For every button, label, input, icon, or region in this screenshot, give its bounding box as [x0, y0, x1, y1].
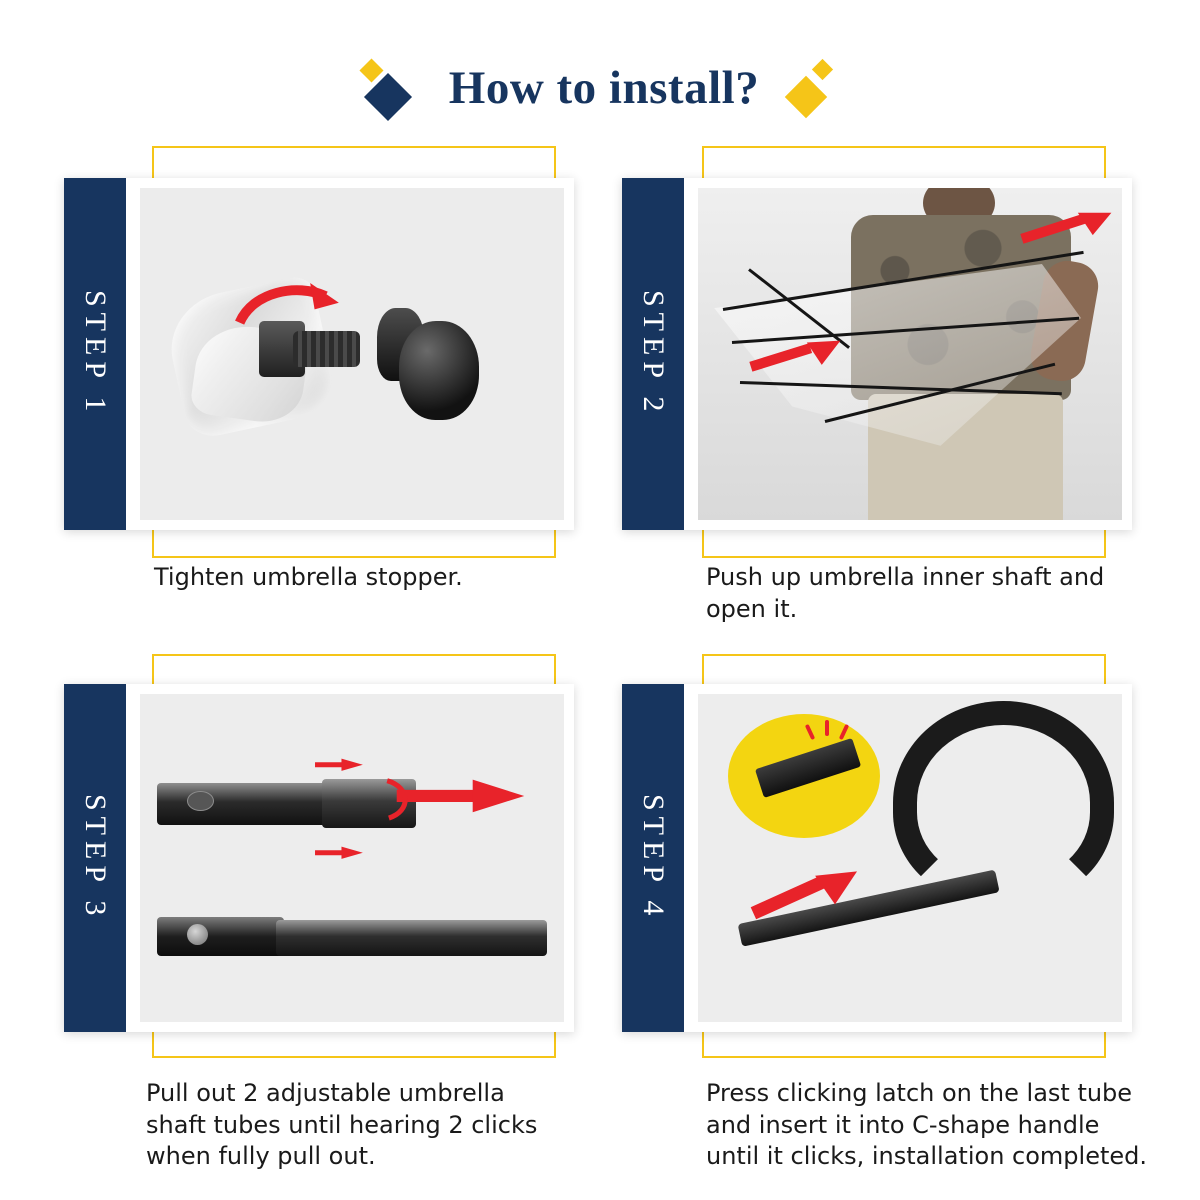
red-arrow-icon [314, 838, 365, 868]
step-label-4 [622, 684, 684, 1032]
diamond-yellow-large-icon [785, 76, 827, 118]
step-label-text: STEP 1 [79, 290, 112, 418]
step-card-2 [622, 178, 1132, 530]
step-image-3 [140, 694, 564, 1022]
curved-red-arrow-icon [233, 274, 343, 340]
curved-red-arrow-icon [377, 760, 428, 839]
step-image-1 [140, 188, 564, 520]
decoration-diamonds-left [363, 58, 423, 118]
click-spark-icon [825, 720, 829, 736]
step-caption-1: Tighten umbrella stopper. [154, 563, 463, 591]
step-label-text: STEP 3 [79, 794, 112, 922]
step-label-text: STEP 2 [637, 290, 670, 418]
step-caption-3: Pull out 2 adjustable umbrella shaft tubes until hearing 2 clicks when fully pull out. [146, 1079, 538, 1171]
step-label-text: STEP 4 [637, 794, 670, 922]
page-title-row [0, 48, 1200, 128]
latch-hole [187, 791, 214, 811]
step-label-1 [64, 178, 126, 530]
red-arrow-icon [1020, 208, 1113, 251]
red-arrow-icon [749, 865, 859, 924]
step-card-1 [64, 178, 574, 530]
step-card-3 [64, 684, 574, 1032]
step-caption-4: Press clicking latch on the last tube and insert it into C-shape handle until it clicks, installation completed. [706, 1079, 1147, 1171]
umbrella-shaft-tube-outer [157, 783, 327, 826]
c-shape-handle [893, 701, 1113, 904]
red-arrow-icon [749, 334, 842, 377]
decoration-diamonds-right [785, 62, 837, 114]
screw-head-icon [187, 924, 208, 945]
umbrella-shaft-tube-lower-left [157, 917, 284, 956]
step-label-2 [622, 178, 684, 530]
step-card-4 [622, 684, 1132, 1032]
umbrella-shaft-tube-lower-right [276, 920, 547, 956]
red-arrow-icon [314, 750, 365, 780]
page-title: How to install? [448, 62, 760, 114]
stopper-cap-head [399, 321, 480, 421]
step-image-4 [698, 694, 1122, 1022]
diamond-yellow-small-icon [359, 58, 383, 82]
step-label-3 [64, 684, 126, 1032]
diamond-yellow-small-icon [812, 59, 833, 80]
step-image-2 [698, 188, 1122, 520]
step-caption-2: Push up umbrella inner shaft and open it. [706, 563, 1105, 623]
